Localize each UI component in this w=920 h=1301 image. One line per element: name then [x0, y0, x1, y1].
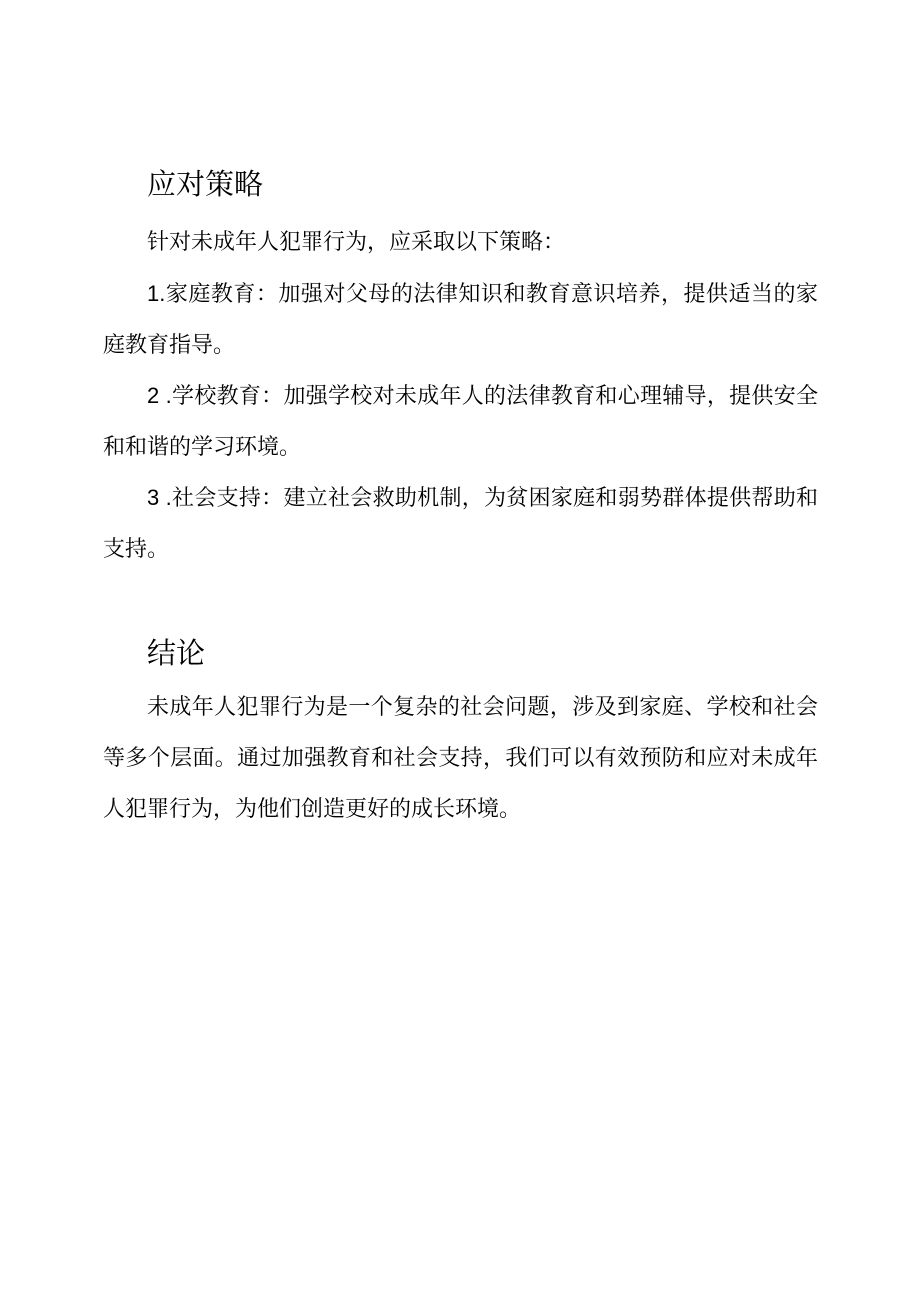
conclusion-heading: 结论: [147, 636, 206, 670]
strategy-heading: 应对策略: [147, 167, 264, 201]
strategy-item-social-support: [103, 472, 818, 575]
strategy-item-school-education: [103, 370, 818, 473]
conclusion-paragraph: 未成年人犯罪行为是一个复杂的社会问题，涉及到家庭、学校和社会等多个层面。通过加强教育和社会支持，我们可以有效预防和应对未成年人犯罪行为，为他们创造更好的成长环境。: [103, 695, 818, 822]
strategy-item-text: 学校教育：加强学校对未成年人的法律教育和心理辅导，提供安全和和谐的学习环境。: [103, 384, 818, 460]
strategy-item-family-education: [103, 268, 818, 371]
strategy-item-text: 家庭教育：加强对父母的法律知识和教育意识培养，提供适当的家庭教育指导。: [103, 282, 818, 358]
strategy-item-number: 1.: [147, 281, 166, 306]
strategy-item-number: 3 .: [147, 485, 172, 510]
strategy-item-number: 2 .: [147, 383, 172, 408]
strategy-item-text: 社会支持：建立社会救助机制，为贫困家庭和弱势群体提供帮助和支持。: [103, 486, 818, 562]
strategy-intro: 针对未成年人犯罪行为，应采取以下策略：: [147, 230, 566, 255]
